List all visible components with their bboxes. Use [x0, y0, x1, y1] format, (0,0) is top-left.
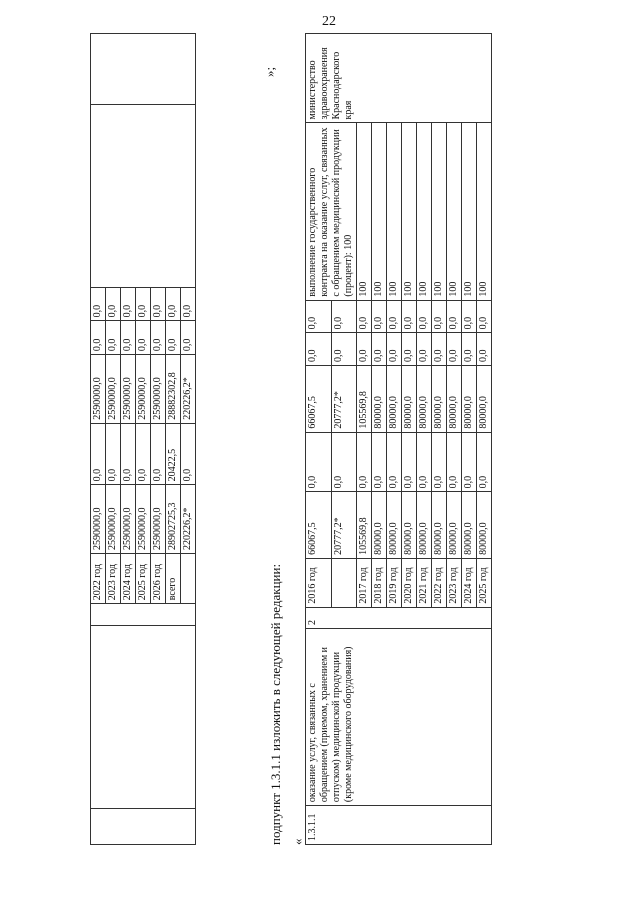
table-cell: 20777,2* [331, 366, 357, 433]
table-cell: 0,0 [306, 432, 332, 492]
table-cell: 80000,0 [372, 366, 387, 433]
table-cell: 0,0 [417, 333, 432, 366]
table-cell: 2018 год [372, 558, 387, 607]
table-cell: 80000,0 [432, 492, 447, 559]
table-cell: 80000,0 [402, 492, 417, 559]
table-cell: 2590000,0 [121, 485, 136, 554]
table-cell: 2025 год [477, 558, 492, 607]
result-value: 100 [477, 123, 492, 300]
table-cell: 80000,0 [402, 366, 417, 433]
table-cell: 2021 год [417, 558, 432, 607]
table-cell: 0,0 [91, 321, 106, 355]
table-cell: 0,0 [151, 287, 166, 321]
table-cell: 0,0 [136, 287, 151, 321]
table-cell: 0,0 [387, 300, 402, 333]
result-value: 100 [417, 123, 432, 300]
table-cell: 80000,0 [447, 366, 462, 433]
table-cell: 66067,5 [306, 366, 332, 433]
table-cell [331, 558, 357, 607]
cell-empty [91, 105, 196, 288]
table-cell: 2590000,0 [151, 485, 166, 554]
table-cell: 2016 год [306, 558, 332, 607]
table-cell: 2590000,0 [151, 355, 166, 424]
table-cell [181, 554, 196, 604]
item-index: 2 [306, 607, 492, 628]
table-cell: 0,0 [306, 300, 332, 333]
table-main-body [306, 34, 492, 845]
table-cell: 80000,0 [477, 492, 492, 559]
table-cell: 2590000,0 [91, 355, 106, 424]
table-cell: 2590000,0 [136, 355, 151, 424]
table-cell: 0,0 [331, 432, 357, 492]
table-cell: 2025 год [136, 554, 151, 604]
table-cell: 0,0 [432, 432, 447, 492]
result-value: 100 [372, 123, 387, 300]
cell-empty [91, 604, 196, 626]
table-row [91, 34, 106, 845]
result-value: 100 [387, 123, 402, 300]
table-cell: 2022 год [432, 558, 447, 607]
table-cell: 80000,0 [372, 492, 387, 559]
table-cell: 0,0 [181, 321, 196, 355]
table-cell: 0,0 [357, 432, 372, 492]
table-cell: всего [166, 554, 181, 604]
item-name: оказание услуг, связанных с обращением (приемом, хранением и отпуском) медицинской продукции (кроме медицинского оборудования) [306, 628, 492, 805]
table-cell: 0,0 [432, 333, 447, 366]
table-cell: 0,0 [166, 321, 181, 355]
table-cell: 2022 год [91, 554, 106, 604]
table-cell: 20422,5 [166, 423, 181, 485]
table-cell: 0,0 [91, 287, 106, 321]
table-cell: 0,0 [477, 300, 492, 333]
table-cell: 20777,2* [331, 492, 357, 559]
table-cell: 0,0 [402, 333, 417, 366]
table-cell: 0,0 [402, 300, 417, 333]
table-cell: 0,0 [432, 300, 447, 333]
cell-empty [91, 808, 196, 844]
table-cell: 0,0 [447, 432, 462, 492]
table-cell: 0,0 [372, 432, 387, 492]
table-cell: 0,0 [136, 321, 151, 355]
item-number: 1.3.1.1 [306, 806, 492, 845]
table-cell: 0,0 [462, 333, 477, 366]
cell-empty [91, 34, 196, 105]
table-cell: 0,0 [121, 321, 136, 355]
table-cell: 0,0 [447, 333, 462, 366]
lead-text: подпункт 1.3.1.1 изложить в следующей редакции: [268, 563, 283, 845]
table-cell: 2017 год [357, 558, 372, 607]
table-cell: 0,0 [166, 287, 181, 321]
table-cell: 0,0 [151, 423, 166, 485]
table-cell: 80000,0 [387, 492, 402, 559]
table-cell: 0,0 [121, 287, 136, 321]
result-description: выполнение государственного контракта на оказание услуг, связанных с обращением медицинской продукции (процент): 100 [306, 123, 357, 300]
table-cell: 0,0 [106, 423, 121, 485]
table-cell: 0,0 [477, 333, 492, 366]
table-cell: 105569,8 [357, 366, 372, 433]
table-cell: 0,0 [181, 287, 196, 321]
table-cell: 0,0 [402, 432, 417, 492]
table-cell: 80000,0 [387, 366, 402, 433]
table-cell: 28902725,3 [166, 485, 181, 554]
table-cell: 220226,2* [181, 355, 196, 424]
table-cell: 0,0 [151, 321, 166, 355]
table-cell: 80000,0 [417, 366, 432, 433]
table-cell: 0,0 [357, 333, 372, 366]
table-cell: 105569,8 [357, 492, 372, 559]
table-cell: 0,0 [387, 432, 402, 492]
table-cell: 80000,0 [462, 492, 477, 559]
table-cell: 0,0 [136, 423, 151, 485]
table-cell: 2024 год [462, 558, 477, 607]
table-cell: 2590000,0 [136, 485, 151, 554]
table-cell: 0,0 [447, 300, 462, 333]
table-row [306, 34, 332, 845]
table-cell: 0,0 [331, 300, 357, 333]
table-cell: 2026 год [151, 554, 166, 604]
table-cell: 66067,5 [306, 492, 332, 559]
table-cell: 0,0 [91, 423, 106, 485]
table-cell: 0,0 [462, 432, 477, 492]
table-cell: 2590000,0 [106, 485, 121, 554]
table-cell: 0,0 [106, 287, 121, 321]
table-cell: 80000,0 [447, 492, 462, 559]
table-cell: 0,0 [387, 333, 402, 366]
table-cell: 2023 год [447, 558, 462, 607]
table-cell: 2019 год [387, 558, 402, 607]
table-cell: 2024 год [121, 554, 136, 604]
table-cell: 0,0 [477, 432, 492, 492]
table-top-body [91, 34, 196, 845]
executor: министерство здравоохранения Краснодарского края [306, 34, 492, 124]
table-cell: 80000,0 [417, 492, 432, 559]
table-cell: 0,0 [106, 321, 121, 355]
table-cell: 0,0 [372, 300, 387, 333]
result-value: 100 [447, 123, 462, 300]
table-main [305, 33, 492, 845]
table-cell: 0,0 [121, 423, 136, 485]
table-cell: 2590000,0 [121, 355, 136, 424]
table-cell: 28882302,8 [166, 355, 181, 424]
table-cell: 80000,0 [462, 366, 477, 433]
result-value: 100 [462, 123, 477, 300]
quote-open: « [290, 838, 305, 845]
result-value: 100 [402, 123, 417, 300]
table-cell: 0,0 [372, 333, 387, 366]
table-cell: 2020 год [402, 558, 417, 607]
table-cell: 80000,0 [477, 366, 492, 433]
table-cell: 0,0 [462, 300, 477, 333]
table-cell: 2590000,0 [106, 355, 121, 424]
result-value: 100 [432, 123, 447, 300]
table-top [90, 33, 196, 845]
result-value: 100 [357, 123, 372, 300]
quote-close: »; [262, 66, 277, 77]
table-cell: 2023 год [106, 554, 121, 604]
table-cell: 0,0 [306, 333, 332, 366]
table-cell: 220226,2* [181, 485, 196, 554]
page-number: 22 [322, 14, 336, 29]
cell-empty [91, 626, 196, 809]
table-cell: 0,0 [417, 300, 432, 333]
table-cell: 2590000,0 [91, 485, 106, 554]
table-cell: 0,0 [417, 432, 432, 492]
table-cell: 0,0 [357, 300, 372, 333]
table-cell: 0,0 [331, 333, 357, 366]
table-cell: 80000,0 [432, 366, 447, 433]
table-cell: 0,0 [181, 423, 196, 485]
